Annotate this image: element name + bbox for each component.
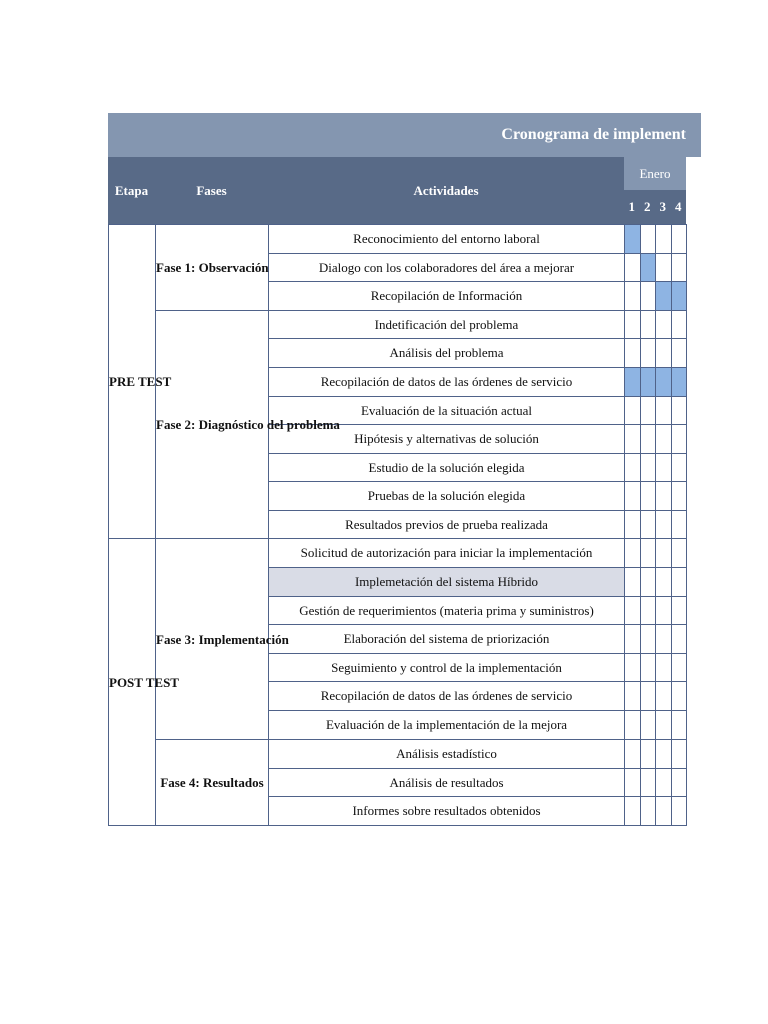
header-fases: Fases <box>196 183 227 198</box>
week-cell <box>656 568 672 597</box>
week-cell <box>671 397 687 425</box>
week-cell <box>656 597 672 625</box>
activity-cell: Hipótesis y alternativas de solución <box>269 425 625 454</box>
week-cell <box>640 597 656 625</box>
week-cell <box>671 711 687 740</box>
week-cell <box>671 225 687 254</box>
header-week-2: 2 <box>644 199 651 214</box>
phase-label: Fase 1: Observación <box>156 225 269 311</box>
week-cell <box>625 511 641 539</box>
activity-cell: Dialogo con los colaboradores del área a mejorar <box>269 254 625 282</box>
stage-label: PRE TEST <box>109 225 156 539</box>
week-cell <box>640 654 656 682</box>
week-cell <box>656 797 672 826</box>
week-cell <box>625 339 641 368</box>
week-cell-scheduled <box>671 368 687 397</box>
week-cell <box>656 711 672 740</box>
week-cell <box>671 454 687 482</box>
week-cell <box>671 425 687 454</box>
week-cell <box>640 568 656 597</box>
header-actividades: Actividades <box>413 183 479 198</box>
week-cell <box>671 597 687 625</box>
activity-cell: Reconocimiento del entorno laboral <box>269 225 625 254</box>
activity-cell: Evaluación de la implementación de la mejora <box>269 711 625 740</box>
week-cell <box>640 711 656 740</box>
activity-cell: Análisis estadístico <box>269 740 625 769</box>
activity-cell: Análisis del problema <box>269 339 625 368</box>
table-row <box>109 539 687 568</box>
week-cell <box>625 254 641 282</box>
week-cell <box>640 511 656 539</box>
activity-cell: Pruebas de la solución elegida <box>269 482 625 511</box>
week-cell <box>625 539 641 568</box>
week-cell <box>625 769 641 797</box>
week-cell <box>625 625 641 654</box>
week-cell <box>640 454 656 482</box>
week-cell <box>656 339 672 368</box>
week-cell <box>640 625 656 654</box>
week-cell-scheduled <box>640 368 656 397</box>
week-cell <box>656 654 672 682</box>
table-header <box>108 157 686 224</box>
week-cell-scheduled <box>656 282 672 311</box>
week-cell <box>656 769 672 797</box>
week-cell <box>656 682 672 711</box>
activity-cell: Resultados previos de prueba realizada <box>269 511 625 539</box>
week-cell <box>625 711 641 740</box>
week-cell <box>640 682 656 711</box>
week-cell <box>640 311 656 339</box>
week-cell <box>625 282 641 311</box>
activity-cell: Seguimiento y control de la implementación <box>269 654 625 682</box>
week-cell <box>656 425 672 454</box>
week-cell <box>625 797 641 826</box>
week-cell <box>640 282 656 311</box>
week-cell-scheduled <box>656 368 672 397</box>
activity-cell: Estudio de la solución elegida <box>269 454 625 482</box>
week-cell <box>671 254 687 282</box>
activity-cell: Recopilación de datos de las órdenes de servicio <box>269 682 625 711</box>
schedule-title: Cronograma de implement <box>108 113 701 157</box>
week-cell <box>625 454 641 482</box>
week-cell <box>640 769 656 797</box>
header-week-1: 1 <box>628 199 635 214</box>
week-cell <box>656 397 672 425</box>
week-cell <box>671 339 687 368</box>
week-cell <box>640 339 656 368</box>
week-cell <box>656 254 672 282</box>
week-cell <box>656 740 672 769</box>
phase-label: Fase 2: Diagnóstico del problema <box>156 311 269 539</box>
week-cell <box>640 740 656 769</box>
activity-cell: Recopilación de Información <box>269 282 625 311</box>
week-cell <box>656 311 672 339</box>
week-cell-scheduled <box>671 282 687 311</box>
week-cell <box>671 797 687 826</box>
activity-cell: Informes sobre resultados obtenidos <box>269 797 625 826</box>
stage-label: POST TEST <box>109 539 156 826</box>
week-cell <box>671 311 687 339</box>
week-cell <box>640 539 656 568</box>
week-cell <box>640 482 656 511</box>
week-cell <box>671 740 687 769</box>
week-cell-scheduled <box>625 225 641 254</box>
week-cell <box>671 482 687 511</box>
week-cell <box>625 425 641 454</box>
week-cell <box>625 397 641 425</box>
header-week-4: 4 <box>675 199 682 214</box>
activity-cell: Elaboración del sistema de priorización <box>269 625 625 654</box>
activity-cell: Recopilación de datos de las órdenes de servicio <box>269 368 625 397</box>
week-cell <box>625 654 641 682</box>
week-cell <box>625 568 641 597</box>
week-cell <box>671 539 687 568</box>
table-row <box>109 740 687 769</box>
week-cell <box>656 511 672 539</box>
week-cell <box>656 482 672 511</box>
week-cell <box>671 511 687 539</box>
schedule-table <box>108 224 687 826</box>
week-cell <box>625 311 641 339</box>
week-cell <box>656 625 672 654</box>
week-cell <box>671 682 687 711</box>
activity-cell: Gestión de requerimientos (materia prima y suministros) <box>269 597 625 625</box>
header-month: Enero <box>624 157 686 190</box>
week-cell <box>640 397 656 425</box>
phase-label: Fase 3: Implementación <box>156 539 269 740</box>
week-cell <box>640 425 656 454</box>
week-cell <box>671 625 687 654</box>
week-cell <box>656 539 672 568</box>
week-cell <box>640 797 656 826</box>
week-cell <box>656 225 672 254</box>
week-cell <box>640 225 656 254</box>
week-cell <box>671 568 687 597</box>
header-etapa: Etapa <box>114 183 149 198</box>
activity-cell: Análisis de resultados <box>269 769 625 797</box>
table-row <box>109 225 687 254</box>
header-week-3: 3 <box>659 199 666 214</box>
week-cell-scheduled <box>625 368 641 397</box>
activity-cell: Solicitud de autorización para iniciar la implementación <box>269 539 625 568</box>
week-cell <box>671 769 687 797</box>
week-cell <box>625 597 641 625</box>
table-row <box>109 311 687 339</box>
activity-cell: Indetificación del problema <box>269 311 625 339</box>
week-cell-scheduled <box>640 254 656 282</box>
week-cell <box>625 482 641 511</box>
week-cell <box>625 740 641 769</box>
activity-cell: Evaluación de la situación actual <box>269 397 625 425</box>
week-cell <box>671 654 687 682</box>
week-cell <box>656 454 672 482</box>
phase-label: Fase 4: Resultados <box>156 740 269 826</box>
week-cell <box>625 682 641 711</box>
activity-cell: Implemetación del sistema Híbrido <box>269 568 625 597</box>
